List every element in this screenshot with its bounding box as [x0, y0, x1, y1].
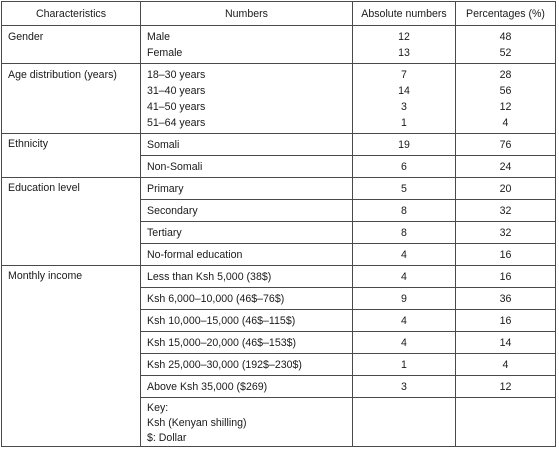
row-abs: 6 — [353, 156, 456, 178]
empty-cell — [456, 398, 556, 447]
list-item: Female — [147, 47, 183, 59]
row-label: Less than Ksh 5,000 (38$) — [141, 266, 353, 288]
age-options: 18–30 years 31–40 years 41–50 years 51–64 years — [141, 64, 353, 134]
row-label: Non-Somali — [141, 156, 353, 178]
empty-cell — [353, 398, 456, 447]
row-label: No-formal education — [141, 244, 353, 266]
list-item: Male — [147, 31, 170, 43]
header-absolute-numbers: Absolute numbers — [353, 2, 456, 26]
row-label: Secondary — [141, 200, 353, 222]
row-abs: 3 — [353, 376, 456, 398]
row-pct: 32 — [456, 200, 556, 222]
row-pct: 16 — [456, 244, 556, 266]
gender-pct: 48 52 — [456, 26, 556, 64]
category-income: Monthly income — [2, 266, 141, 447]
table-row-income-0 — [2, 266, 556, 288]
row-label: Ksh 25,000–30,000 (192$–230$) — [141, 354, 353, 376]
table-row-ethnicity-somali — [2, 134, 556, 156]
header-numbers: Numbers — [141, 2, 353, 26]
row-label: Somali — [141, 134, 353, 156]
table-row-gender — [2, 26, 556, 64]
key-dollar: $: Dollar — [147, 432, 187, 444]
key-ksh: Ksh (Kenyan shilling) — [147, 417, 247, 429]
row-label: Ksh 15,000–20,000 (46$–153$) — [141, 332, 353, 354]
row-abs: 1 — [353, 354, 456, 376]
header-characteristics: Characteristics — [2, 2, 141, 26]
row-pct: 76 — [456, 134, 556, 156]
row-abs: 8 — [353, 200, 456, 222]
key-title: Key: — [147, 402, 169, 414]
category-ethnicity: Ethnicity — [2, 134, 141, 178]
header-row — [2, 2, 556, 26]
table-row-education-primary — [2, 178, 556, 200]
age-abs: 7 14 3 1 — [353, 64, 456, 134]
row-pct: 14 — [456, 332, 556, 354]
row-pct: 36 — [456, 288, 556, 310]
row-label: Above Ksh 35,000 ($269) — [141, 376, 353, 398]
row-pct: 4 — [456, 354, 556, 376]
row-pct: 16 — [456, 266, 556, 288]
row-pct: 32 — [456, 222, 556, 244]
row-label: Ksh 6,000–10,000 (46$–76$) — [141, 288, 353, 310]
row-pct: 20 — [456, 178, 556, 200]
category-education: Education level — [2, 178, 141, 266]
row-abs: 4 — [353, 244, 456, 266]
gender-options — [141, 26, 353, 64]
row-label: Ksh 10,000–15,000 (46$–115$) — [141, 310, 353, 332]
category-age: Age distribution (years) — [2, 64, 141, 134]
row-abs: 9 — [353, 288, 456, 310]
row-abs: 19 — [353, 134, 456, 156]
row-label: Tertiary — [141, 222, 353, 244]
row-abs: 8 — [353, 222, 456, 244]
header-percentages: Percentages (%) — [456, 2, 556, 26]
row-abs: 4 — [353, 266, 456, 288]
row-abs: 5 — [353, 178, 456, 200]
key-note — [141, 398, 353, 447]
age-pct: 28 56 12 4 — [456, 64, 556, 134]
row-pct: 16 — [456, 310, 556, 332]
gender-abs: 12 13 — [353, 26, 456, 64]
demographics-table — [1, 1, 556, 447]
row-label: Primary — [141, 178, 353, 200]
row-abs: 4 — [353, 332, 456, 354]
row-pct: 12 — [456, 376, 556, 398]
table-row-age — [2, 64, 556, 134]
row-pct: 24 — [456, 156, 556, 178]
row-abs: 4 — [353, 310, 456, 332]
category-gender: Gender — [2, 26, 141, 64]
